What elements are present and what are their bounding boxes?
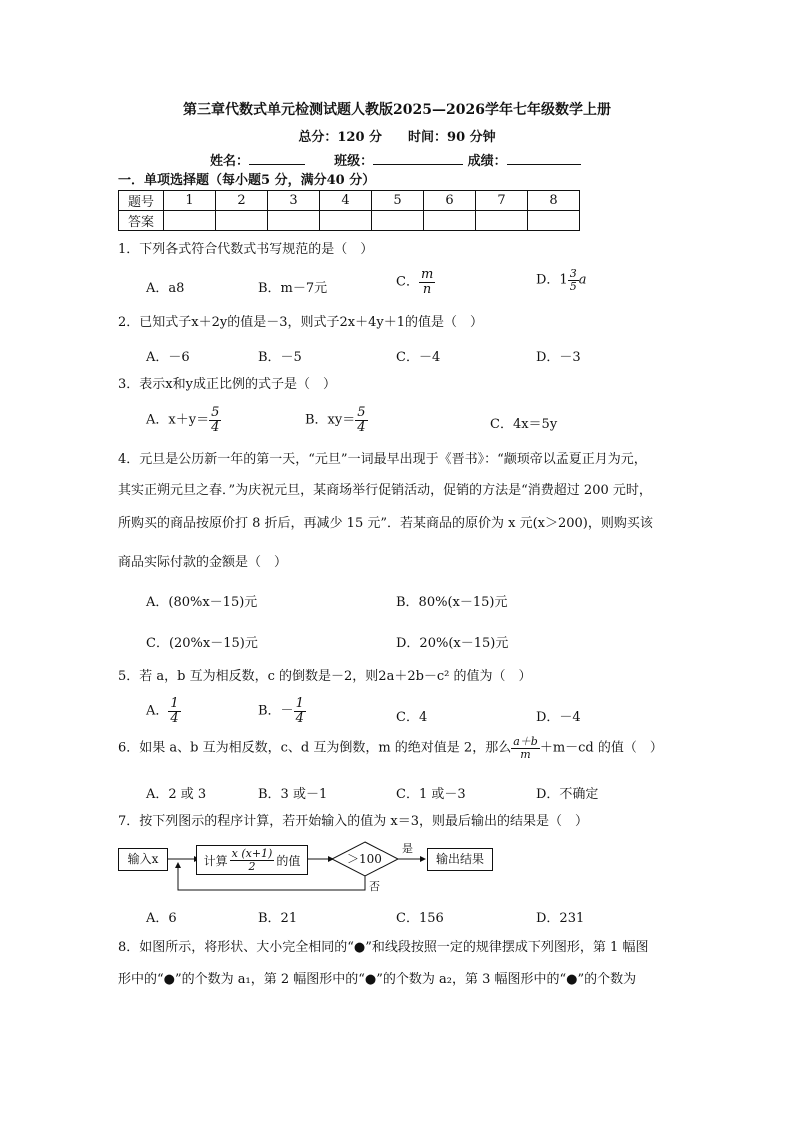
flow-output-box [427, 848, 493, 871]
answer-cell[interactable] [424, 211, 476, 231]
table-header-cell: 答案 [119, 211, 164, 231]
question-2-stem: 2．已知式子x＋2y的值是－3，则式子2x＋4y＋1的值是（ ） [118, 315, 483, 330]
q3-option-b [305, 406, 368, 434]
name-blank[interactable] [249, 152, 305, 165]
table-cell: 1 [164, 191, 216, 211]
question-8-line-2: 形中的“●”的个数为 a₁，第 2 幅图形中的“●”的个数为 a₂，第 3 幅图形中的“●”的个数为 [118, 972, 637, 987]
q1-option-a: A．a8 [146, 281, 185, 296]
fraction-numerator: 1 [170, 696, 179, 711]
q1-option-d [536, 268, 586, 292]
fraction-denominator: 4 [170, 710, 179, 726]
q7-option-a: A．6 [146, 911, 177, 926]
calc-label: 的值 [276, 853, 301, 868]
fraction-denominator: n [422, 281, 432, 297]
fraction-denominator: m [520, 747, 531, 761]
fraction-denominator: 4 [211, 419, 220, 435]
flow-output-label: 输出结果 [435, 852, 484, 866]
question-6-stem [118, 736, 663, 760]
question-3-stem: 3．表示x和y成正比例的式子是（ ） [118, 377, 336, 392]
fraction-denominator: 5 [569, 279, 577, 293]
q5-option-d: D．－4 [536, 710, 581, 725]
q5-option-c: C．4 [396, 710, 428, 725]
fraction-denominator: 4 [295, 710, 304, 726]
option-label: D．1 [536, 272, 568, 288]
table-header-cell: 题号 [119, 191, 164, 211]
question-1-stem: 1．下列各式符合代数式书写规范的是（ ） [118, 242, 374, 257]
q7-option-c: C．156 [396, 911, 444, 926]
fraction-numerator: a＋b [513, 735, 538, 748]
q1-option-b: B．m－7元 [258, 281, 328, 296]
option-label: B．xy＝ [305, 412, 356, 428]
fraction-numerator: m [420, 267, 434, 282]
name-label: 姓名： [210, 154, 250, 169]
q3-option-a [146, 406, 221, 434]
q5-option-a [146, 697, 181, 725]
student-info-line [210, 152, 581, 170]
page-title: 第三章代数式单元检测试题人教版2025—2026学年七年级数学上册 [183, 102, 611, 118]
option-label: A． [146, 703, 169, 719]
fraction-numerator: 3 [569, 267, 577, 280]
question-7-stem: 7．按下列图示的程序计算，若开始输入的值为 x＝3，则最后输出的结果是（ ） [118, 814, 589, 829]
table-cell: 8 [528, 191, 580, 211]
q2-option-c: C．－4 [396, 350, 441, 365]
option-label: B．－ [258, 703, 294, 719]
table-row [119, 191, 580, 211]
q6-option-c: C．1 或－3 [396, 787, 466, 802]
flow-input-label: 输入x [127, 852, 159, 866]
flow-condition: ＞100 [347, 852, 382, 866]
question-5-stem: 5．若 a，b 互为相反数，c 的倒数是－2，则2a＋2b－c² 的值为（ ） [118, 669, 532, 684]
answer-cell[interactable] [476, 211, 528, 231]
class-blank[interactable] [373, 152, 463, 165]
question-8-line-1: 8．如图所示，将形状、大小完全相同的“●”和线段按照一定的规律摆成下列图形，第 1 幅图 [118, 940, 649, 955]
answer-cell[interactable] [320, 211, 372, 231]
option-label: C． [396, 274, 419, 290]
answer-table [118, 190, 580, 231]
flow-yes-label: 是 [402, 842, 413, 855]
q6-option-b: B．3 或－1 [258, 787, 328, 802]
q5-option-b [258, 697, 306, 725]
fraction-numerator: x (x+1) [231, 846, 273, 860]
fraction-denominator: 4 [357, 419, 366, 435]
answer-cell[interactable] [528, 211, 580, 231]
q4-option-c: C．(20%x－15)元 [146, 636, 258, 651]
answer-cell[interactable] [372, 211, 424, 231]
fraction-numerator: 5 [357, 405, 366, 420]
flow-no-label: 否 [369, 880, 380, 893]
answer-cell[interactable] [268, 211, 320, 231]
stem-text: ＋m－cd 的值（ ） [539, 740, 663, 756]
arrow-head [175, 862, 181, 868]
q3-option-c: C．4x＝5y [490, 417, 558, 432]
table-row [119, 211, 580, 231]
q2-option-d: D．－3 [536, 350, 581, 365]
q4-option-a: A．(80%x－15)元 [146, 595, 258, 610]
flow-input-box [118, 848, 168, 871]
variable: a [578, 272, 587, 288]
fraction-numerator: 5 [211, 405, 220, 420]
section-heading: 一．单项选择题（每小题5 分，满分40 分） [118, 173, 376, 188]
table-cell: 5 [372, 191, 424, 211]
score-time-line: 总分：120 分 时间：90 分钟 [298, 130, 496, 145]
fraction-denominator: 2 [248, 859, 256, 873]
table-cell: 6 [424, 191, 476, 211]
q4-option-b: B．80%(x－15)元 [396, 595, 508, 610]
question-4-line-1: 4．元旦是公历新一年的第一天，“元旦”一词最早出现于《晋书》：“颛顼帝以孟夏正月为元， [118, 452, 647, 467]
result-blank[interactable] [507, 152, 581, 165]
option-label: A．x＋y＝ [146, 412, 210, 428]
question-4-line-2: 其实正朔元旦之春．”为庆祝元旦，某商场举行促销活动，促销的方法是“消费超过 200 元时， [118, 483, 652, 498]
table-cell: 4 [320, 191, 372, 211]
q1-option-c [396, 268, 435, 296]
q4-option-d: D．20%(x－15)元 [396, 636, 509, 651]
answer-cell[interactable] [216, 211, 268, 231]
question-4-line-3: 所购买的商品按原价打 8 折后，再减少 15 元”．若某商品的原价为 x 元(x＞200)，则购买该 [118, 516, 653, 531]
answer-cell[interactable] [164, 211, 216, 231]
flow-calc-box [196, 845, 308, 875]
result-label: 成绩： [467, 154, 507, 169]
table-cell: 7 [476, 191, 528, 211]
class-label: 班级： [334, 154, 374, 169]
q6-option-d: D．不确定 [536, 787, 599, 802]
question-4-line-4: 商品实际付款的金额是（ ） [118, 555, 288, 570]
fraction-numerator: 1 [295, 696, 304, 711]
q6-option-a: A．2 或 3 [146, 787, 207, 802]
table-cell: 2 [216, 191, 268, 211]
calc-label: 计算 [203, 853, 228, 868]
arrow-head [420, 856, 426, 862]
q7-option-b: B．21 [258, 911, 298, 926]
q2-option-b: B．－5 [258, 350, 302, 365]
q7-option-d: D．231 [536, 911, 585, 926]
table-cell: 3 [268, 191, 320, 211]
stem-text: 6．如果 a、b 互为相反数，c、d 互为倒数，m 的绝对值是 2，那么 [118, 740, 512, 756]
q2-option-a: A．－6 [146, 350, 190, 365]
